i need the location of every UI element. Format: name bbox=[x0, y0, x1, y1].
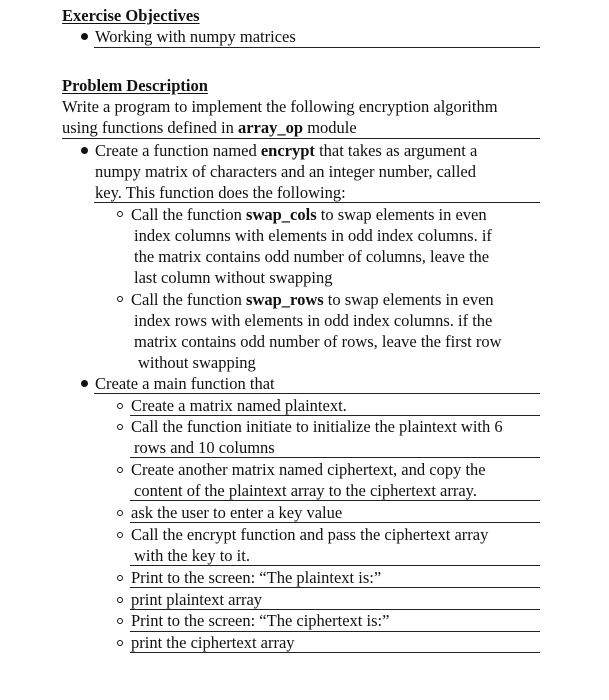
sub-bullet-icon bbox=[117, 597, 123, 603]
sub-bullet-icon bbox=[117, 424, 123, 430]
problem-intro-line2: using functions defined in array_op module bbox=[62, 118, 357, 137]
encrypt-line2: numpy matrix of characters and an integer number, called bbox=[95, 162, 476, 181]
sub-bullet-icon bbox=[117, 211, 123, 217]
sub-bullet-icon bbox=[117, 618, 123, 624]
sub-bullet-icon bbox=[117, 296, 123, 302]
underline-rule bbox=[94, 202, 540, 203]
underline-rule bbox=[130, 565, 540, 566]
objective-item: Working with numpy matrices bbox=[95, 27, 296, 46]
main-step-7: print plaintext array bbox=[131, 590, 263, 609]
sub-bullet-icon bbox=[117, 403, 123, 409]
encrypt-line1: Create a function named encrypt that takes as argument a bbox=[95, 141, 478, 160]
bullet-icon bbox=[81, 33, 88, 40]
bullet-icon bbox=[81, 380, 88, 387]
main-step-5-line1: Call the encrypt function and pass the ciphertext array bbox=[131, 525, 489, 544]
underline-rule bbox=[130, 500, 540, 501]
sub-bullet-icon bbox=[117, 467, 123, 473]
problem-heading: Problem Description bbox=[62, 76, 208, 95]
main-step-3-line1: Create another matrix named ciphertext, and copy the bbox=[131, 460, 486, 479]
swap-rows-line3: matrix contains odd number of rows, leave the first row bbox=[134, 332, 502, 351]
bullet-icon bbox=[81, 147, 88, 154]
sub-bullet-icon bbox=[117, 575, 123, 581]
main-step-9: print the ciphertext array bbox=[131, 633, 295, 652]
main-title: Create a main function that bbox=[95, 374, 275, 393]
swap-rows-line1: Call the function swap_rows to swap elements in even bbox=[131, 290, 494, 309]
underline-rule bbox=[130, 415, 540, 416]
main-step-1: Create a matrix named plaintext. bbox=[131, 396, 347, 415]
main-step-8: Print to the screen: “The ciphertext is:” bbox=[131, 611, 390, 630]
problem-intro-line1: Write a program to implement the following encryption algorithm bbox=[62, 97, 498, 116]
main-step-2-line1: Call the function initiate to initialize the plaintext with 6 bbox=[131, 417, 503, 436]
main-step-4: ask the user to enter a key value bbox=[131, 503, 343, 522]
main-step-6: Print to the screen: “The plaintext is:” bbox=[131, 568, 382, 587]
swap-cols-line4: last column without swapping bbox=[134, 268, 333, 287]
swap-rows-line4: without swapping bbox=[138, 353, 256, 372]
main-step-2-line2: rows and 10 columns bbox=[134, 438, 275, 457]
sub-bullet-icon bbox=[117, 532, 123, 538]
underline-rule bbox=[130, 652, 540, 653]
swap-rows-line2: index rows with elements in odd index columns. if the bbox=[134, 311, 493, 330]
underline-rule bbox=[62, 138, 540, 139]
objectives-heading: Exercise Objectives bbox=[62, 6, 200, 25]
sub-bullet-icon bbox=[117, 510, 123, 516]
underline-rule bbox=[94, 393, 540, 394]
underline-rule bbox=[130, 587, 540, 588]
swap-cols-line3: the matrix contains odd number of columns, leave the bbox=[134, 247, 490, 266]
swap-cols-line2: index columns with elements in odd index columns. if bbox=[134, 226, 492, 245]
swap-cols-line1: Call the function swap_cols to swap elements in even bbox=[131, 205, 487, 224]
underline-rule bbox=[130, 457, 540, 458]
underline-rule bbox=[130, 631, 540, 632]
encrypt-line3: key. This function does the following: bbox=[95, 183, 346, 202]
sub-bullet-icon bbox=[117, 640, 123, 646]
underline-rule bbox=[130, 522, 540, 523]
underline-rule bbox=[130, 609, 540, 610]
underline-rule bbox=[94, 47, 540, 48]
main-step-5-line2: with the key to it. bbox=[134, 546, 250, 565]
main-step-3-line2: content of the plaintext array to the ciphertext array. bbox=[134, 481, 477, 500]
